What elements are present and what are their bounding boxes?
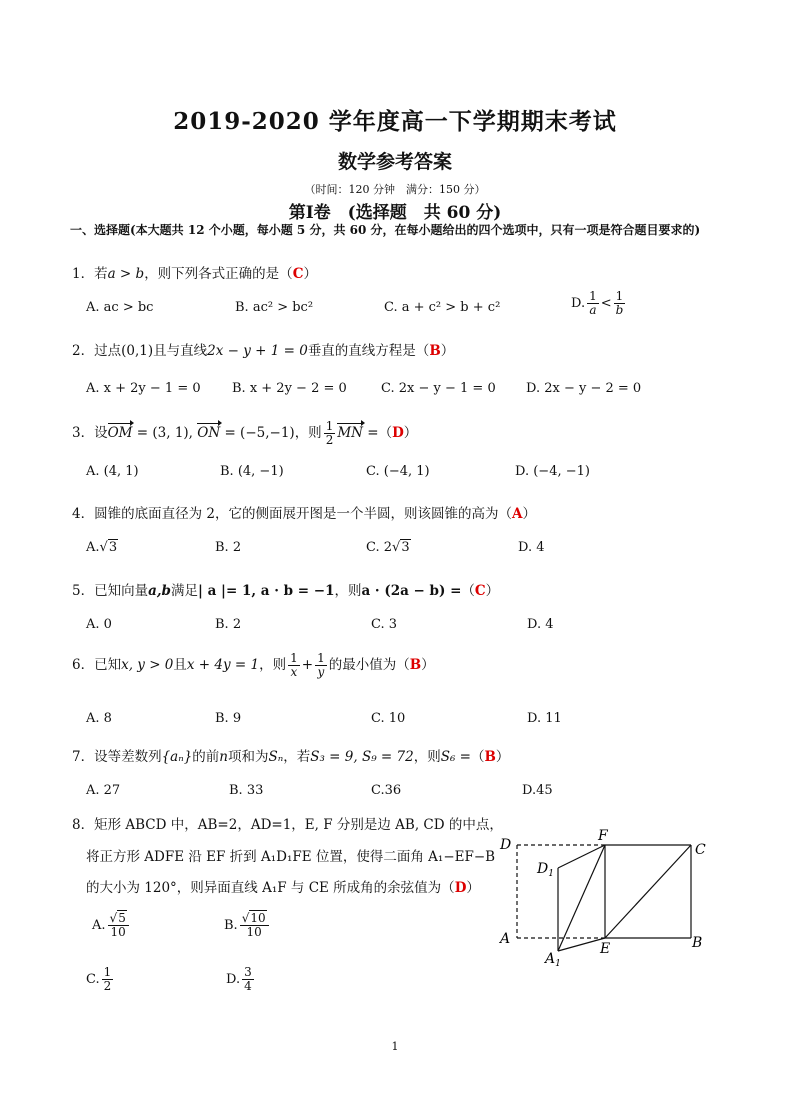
question-1-stem: 1．若a > b，则下列各式正确的是（C） [72, 266, 317, 282]
q3-option-a: A. (4, 1) [86, 464, 139, 479]
q5-option-c: C. 3 [371, 617, 398, 632]
edge-A1E [558, 938, 605, 951]
exam-meta: （时间：120 分钟 满分：150 分） [304, 183, 486, 196]
q6-option-b: B. 9 [215, 711, 242, 726]
q8-option-c: C. $\frac{1}{2}$ [86, 965, 112, 993]
q6-option-c: C. 10 [371, 711, 406, 726]
label-F: F [598, 828, 608, 844]
label-D1: $D_1$ [537, 861, 554, 879]
section-heading: 第Ⅰ卷 (选择题 共 60 分) [288, 203, 502, 223]
question-6-stem: 6．已知x, y > 0且x + 4y = 1，则 $\frac{1}{x}$ + $\frac{1}{y}$ 的最小值为（B） [72, 651, 435, 679]
q8-option-a: A. $\frac{√5}{10}$ [92, 912, 131, 939]
q7-option-a: A. 27 [86, 783, 121, 798]
q3-option-c: C. (−4, 1) [366, 464, 430, 479]
label-E: E [600, 941, 611, 957]
q6-option-a: A. 8 [86, 711, 112, 726]
q1-option-d: D. $\frac{1}{a}$ < $\frac{1}{b}$ [571, 289, 624, 317]
q1-option-c: C. a + c² > b + c² [384, 300, 501, 315]
q4-option-a: A.√3 [86, 540, 118, 555]
page-number: 1 [391, 1040, 399, 1053]
q8-option-d: D. $\frac{3}{4}$ [226, 965, 252, 993]
answer-6: B [409, 657, 422, 673]
label-A: A [500, 931, 511, 947]
q8-geometry-figure [490, 825, 720, 975]
answer-2: B [429, 343, 441, 359]
question-5-stem: 5．已知向量a,b满足| a |= 1, a · b = −1，则a · (2a − b) =（C） [72, 583, 500, 599]
q3-option-d: D. (−4, −1) [515, 464, 590, 479]
q5-option-a: A. 0 [86, 617, 112, 632]
answer-5: C [474, 583, 486, 599]
answer-1: C [292, 266, 304, 282]
question-8-line-2: 将正方形 ADFE 沿 EF 折到 A₁D₁FE 位置，使得二面角 A₁−EF−B [86, 849, 496, 865]
q2-option-b: B. x + 2y − 2 = 0 [232, 381, 347, 396]
edge-A1F [558, 845, 605, 951]
label-C: C [695, 842, 706, 858]
answer-7: B [484, 749, 496, 765]
q4-option-d: D. 4 [518, 540, 545, 555]
q2-option-c: C. 2x − y − 1 = 0 [381, 381, 496, 396]
label-A1: $A_1$ [545, 951, 561, 969]
label-D: D [500, 837, 512, 853]
edge-D1F [558, 845, 605, 868]
question-2-stem: 2．过点(0,1)且与直线2x − y + 1 = 0垂直的直线方程是（B） [72, 343, 455, 359]
q1-option-b: B. ac² > bc² [235, 300, 314, 315]
answer-4: A [511, 506, 523, 522]
q7-option-d: D.45 [522, 783, 553, 798]
question-8-line-1: 8．矩形 ABCD 中，AB=2，AD=1，E, F 分别是边 AB, CD 的中点， [72, 817, 503, 833]
question-4-stem: 4．圆锥的底面直径为 2，它的侧面展开图是一个半圆，则该圆锥的高为（A） [72, 506, 536, 522]
page-subtitle: 数学参考答案 [337, 151, 452, 173]
q4-option-b: B. 2 [215, 540, 242, 555]
q5-option-d: D. 4 [527, 617, 554, 632]
q2-option-d: D. 2x − y − 2 = 0 [526, 381, 642, 396]
question-7-stem: 7．设等差数列{aₙ}的前n项和为Sₙ，若S₃ = 9, S₉ = 72，则S₆ =（B） [72, 749, 510, 765]
q6-option-d: D. 11 [527, 711, 562, 726]
q3-option-b: B. (4, −1) [220, 464, 284, 479]
q2-option-a: A. x + 2y − 1 = 0 [86, 381, 201, 396]
q1-option-a: A. ac > bc [86, 300, 154, 315]
label-B: B [692, 935, 703, 951]
question-8-line-3: 的大小为 120°，则异面直线 A₁F 与 CE 所成角的余弦值为（D） [86, 880, 480, 896]
q7-option-c: C.36 [371, 783, 402, 798]
answer-8: D [454, 880, 467, 896]
question-3-stem: 3．设OM = (3, 1), ON = (−5,−1)，则 $\frac{1}{2}$ MN =（D） [72, 419, 418, 447]
q4-option-c: C. 2√3 [366, 540, 410, 555]
answer-3: D [392, 425, 404, 441]
page-title: 2019-2020 学年度高一下学期期末考试 [173, 108, 617, 135]
section-instructions: 一、选择题(本大题共 12 个小题，每小题 5 分，共 60 分，在每小题给出的四个选项中，只有一项是符合题目要求的) [70, 223, 701, 237]
q5-option-b: B. 2 [215, 617, 242, 632]
edge-EC [605, 845, 691, 938]
q7-option-b: B. 33 [229, 783, 264, 798]
q8-option-b: B. $\frac{√10}{10}$ [224, 912, 271, 939]
